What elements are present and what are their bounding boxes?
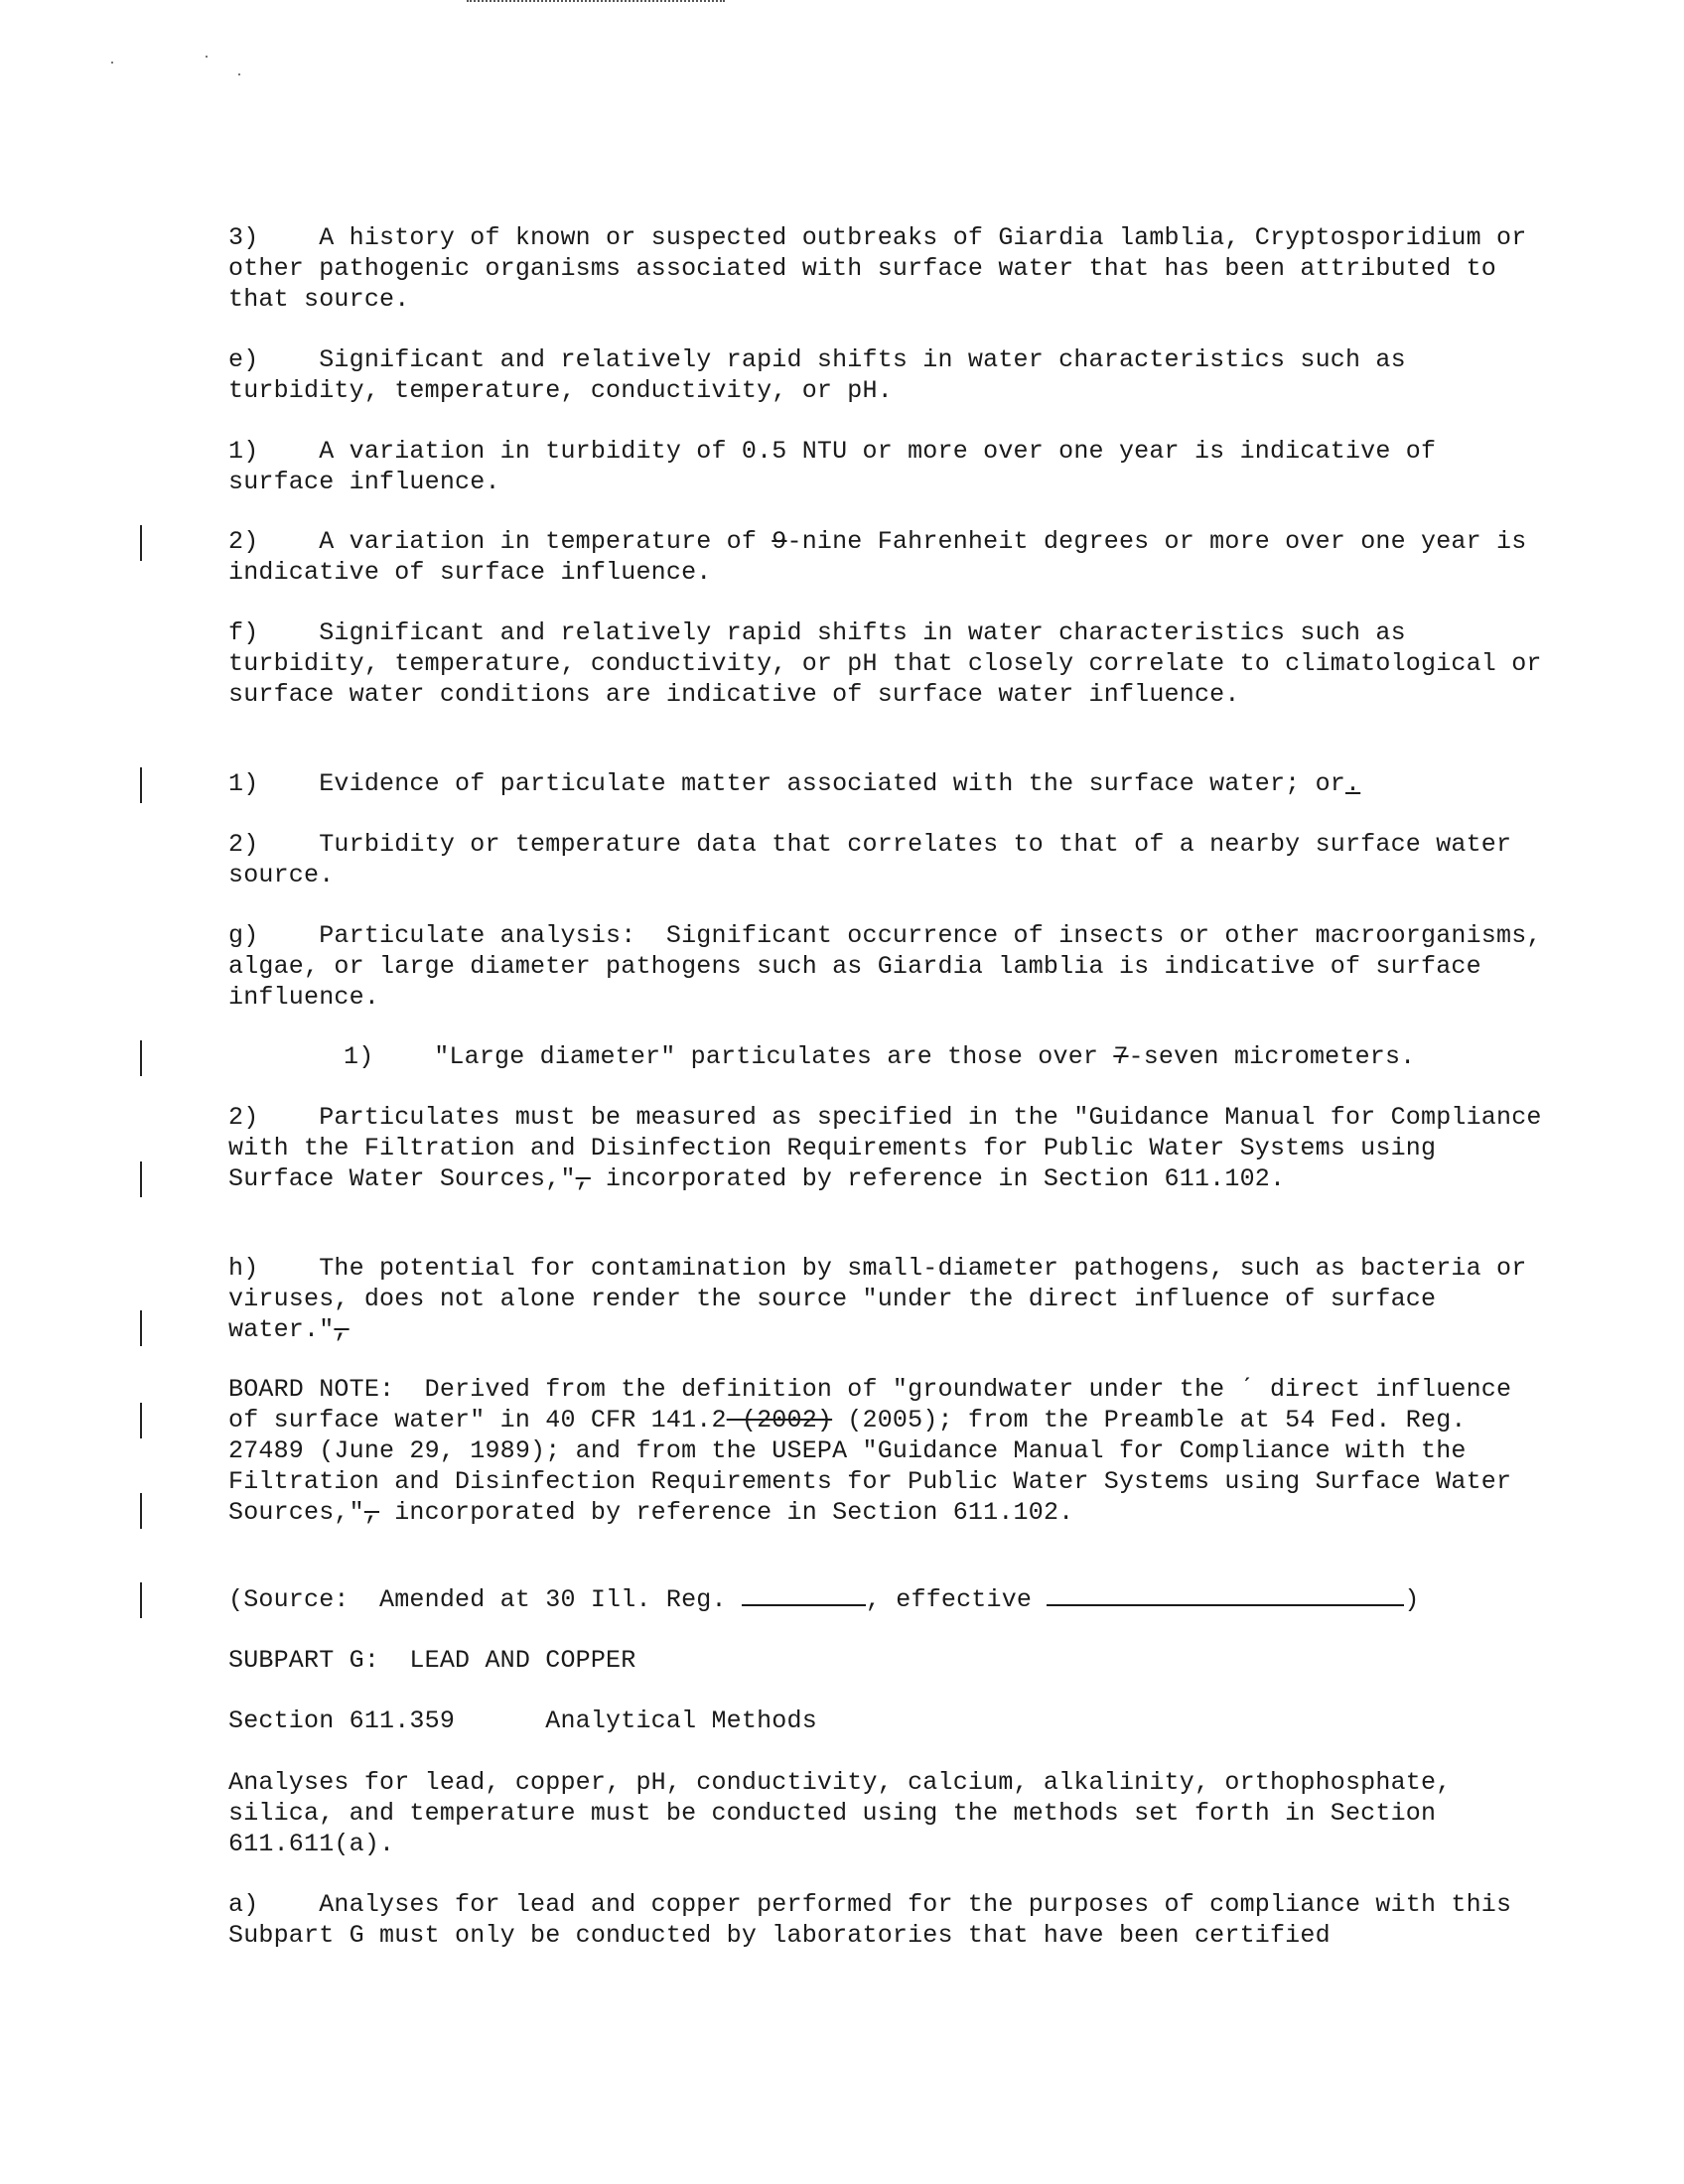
text-segment: BOARD NOTE: Derived from the definition of "groundwater under the ˊ direct influence of surface water" in 40 CFR 141.2 [228, 1375, 1527, 1434]
paragraph-g-particulate: g) Particulate analysis: Significant occurrence of insects or other macroorganisms, algae, or large diameter pathogens such as Giardia lamblia is indicative of surface influence. [228, 921, 1557, 1012]
blank-line [1047, 1584, 1404, 1606]
paragraph-analyses: Analyses for lead, copper, pH, conductivity, calcium, alkalinity, orthophosphate, silica, and temperature must be conducted using the methods set forth in Section 611.611(a). [228, 1768, 1467, 1858]
paragraph-f2-turbidity: 2) Turbidity or temperature data that correlates to that of a nearby surface water source. [228, 830, 1527, 889]
text-segment: 1) Evidence of particulate matter associated with the surface water; or [228, 769, 1345, 798]
blank-line [742, 1584, 866, 1606]
text-segment: , effective [865, 1585, 1048, 1614]
text-segment: h) The potential for contamination by small-diameter pathogens, such as bacteria or viruses, does not alone render the source "under the direct influence of surface water." [228, 1254, 1542, 1344]
subpart-heading: SUBPART G: LEAD AND COPPER [228, 1646, 636, 1675]
section-heading: Section 611.359 Analytical Methods [228, 1706, 817, 1735]
struck-text: 7 [1113, 1042, 1129, 1071]
text-segment: (2005); from the Preamble at 54 Fed. Reg. 27489 (June 29, 1989); and from the USEPA "Guidance Manual for Compliance with the Filtration and Disinfection Requirements for Public Water Systems using Surface Water Sources," [228, 1406, 1527, 1527]
struck-text: (2002) [726, 1406, 833, 1434]
text-segment: -nine Fahrenheit degrees or more over one year is indicative of surface influence. [228, 527, 1542, 587]
board-note [228, 1374, 1549, 1528]
change-bar [140, 1582, 142, 1618]
struck-text: , [334, 1315, 350, 1344]
struck-text: 9 [772, 527, 787, 556]
paragraph-g1-large-diameter [344, 1041, 1664, 1072]
text-segment: 1) "Large diameter" particulates are those over [344, 1042, 1114, 1071]
paragraph-e1-turbidity: 1) A variation in turbidity of 0.5 NTU or more over one year is indicative of surface influence. [228, 437, 1452, 496]
change-bar [140, 1493, 142, 1529]
paragraph-g2-measured [228, 1102, 1557, 1194]
paragraph-f1-evidence [228, 768, 1549, 799]
change-bar [140, 1040, 142, 1076]
scan-speck [111, 62, 113, 64]
paragraph-e2-temperature [228, 526, 1549, 588]
source-line [228, 1584, 1549, 1615]
paragraph-3-history: 3) A history of known or suspected outbreaks of Giardia lamblia, Cryptosporidium or other pathogenic organisms associated with surface water that has been attributed to that source. [228, 223, 1542, 314]
scan-speck [206, 56, 208, 58]
text-segment: (Source: Amended at 30 Ill. Reg. [228, 1585, 742, 1614]
text-segment: -seven micrometers. [1128, 1042, 1416, 1071]
paragraph-e-shifts: e) Significant and relatively rapid shifts in water characteristics such as turbidity, temperature, conductivity, or pH. [228, 345, 1421, 405]
change-bar [140, 525, 142, 561]
struck-text: , [575, 1164, 591, 1193]
change-bar [140, 1403, 142, 1438]
paragraph-f-shifts: f) Significant and relatively rapid shifts in water characteristics such as turbidity, temperature, conductivity, or pH that closely correlate to climatological or surface water conditions are indicative of surface water influence. [228, 618, 1557, 709]
paragraph-h-potential [228, 1253, 1549, 1345]
inserted-text: . [1344, 769, 1361, 798]
text-segment: incorporated by reference in Section 611.102. [590, 1164, 1286, 1193]
text-segment: 2) A variation in temperature of [228, 527, 772, 556]
text-segment: ) [1404, 1585, 1420, 1614]
scan-artifact-top [467, 0, 725, 5]
scan-speck [238, 73, 240, 75]
text-segment: 2) Particulates must be measured as specified in the "Guidance Manual for Compliance with the Filtration and Disinfection Requirements for Public Water Systems using Surface Water Sources," [228, 1103, 1557, 1193]
change-bar [140, 767, 142, 803]
struck-text: , [363, 1498, 380, 1527]
change-bar [140, 1161, 142, 1197]
change-bar [140, 1310, 142, 1346]
text-segment: incorporated by reference in Section 611.102. [379, 1498, 1074, 1527]
paragraph-a-analyses: a) Analyses for lead and copper performed for the purposes of compliance with this Subpart G must only be conducted by laboratories that have been certified [228, 1890, 1527, 1950]
